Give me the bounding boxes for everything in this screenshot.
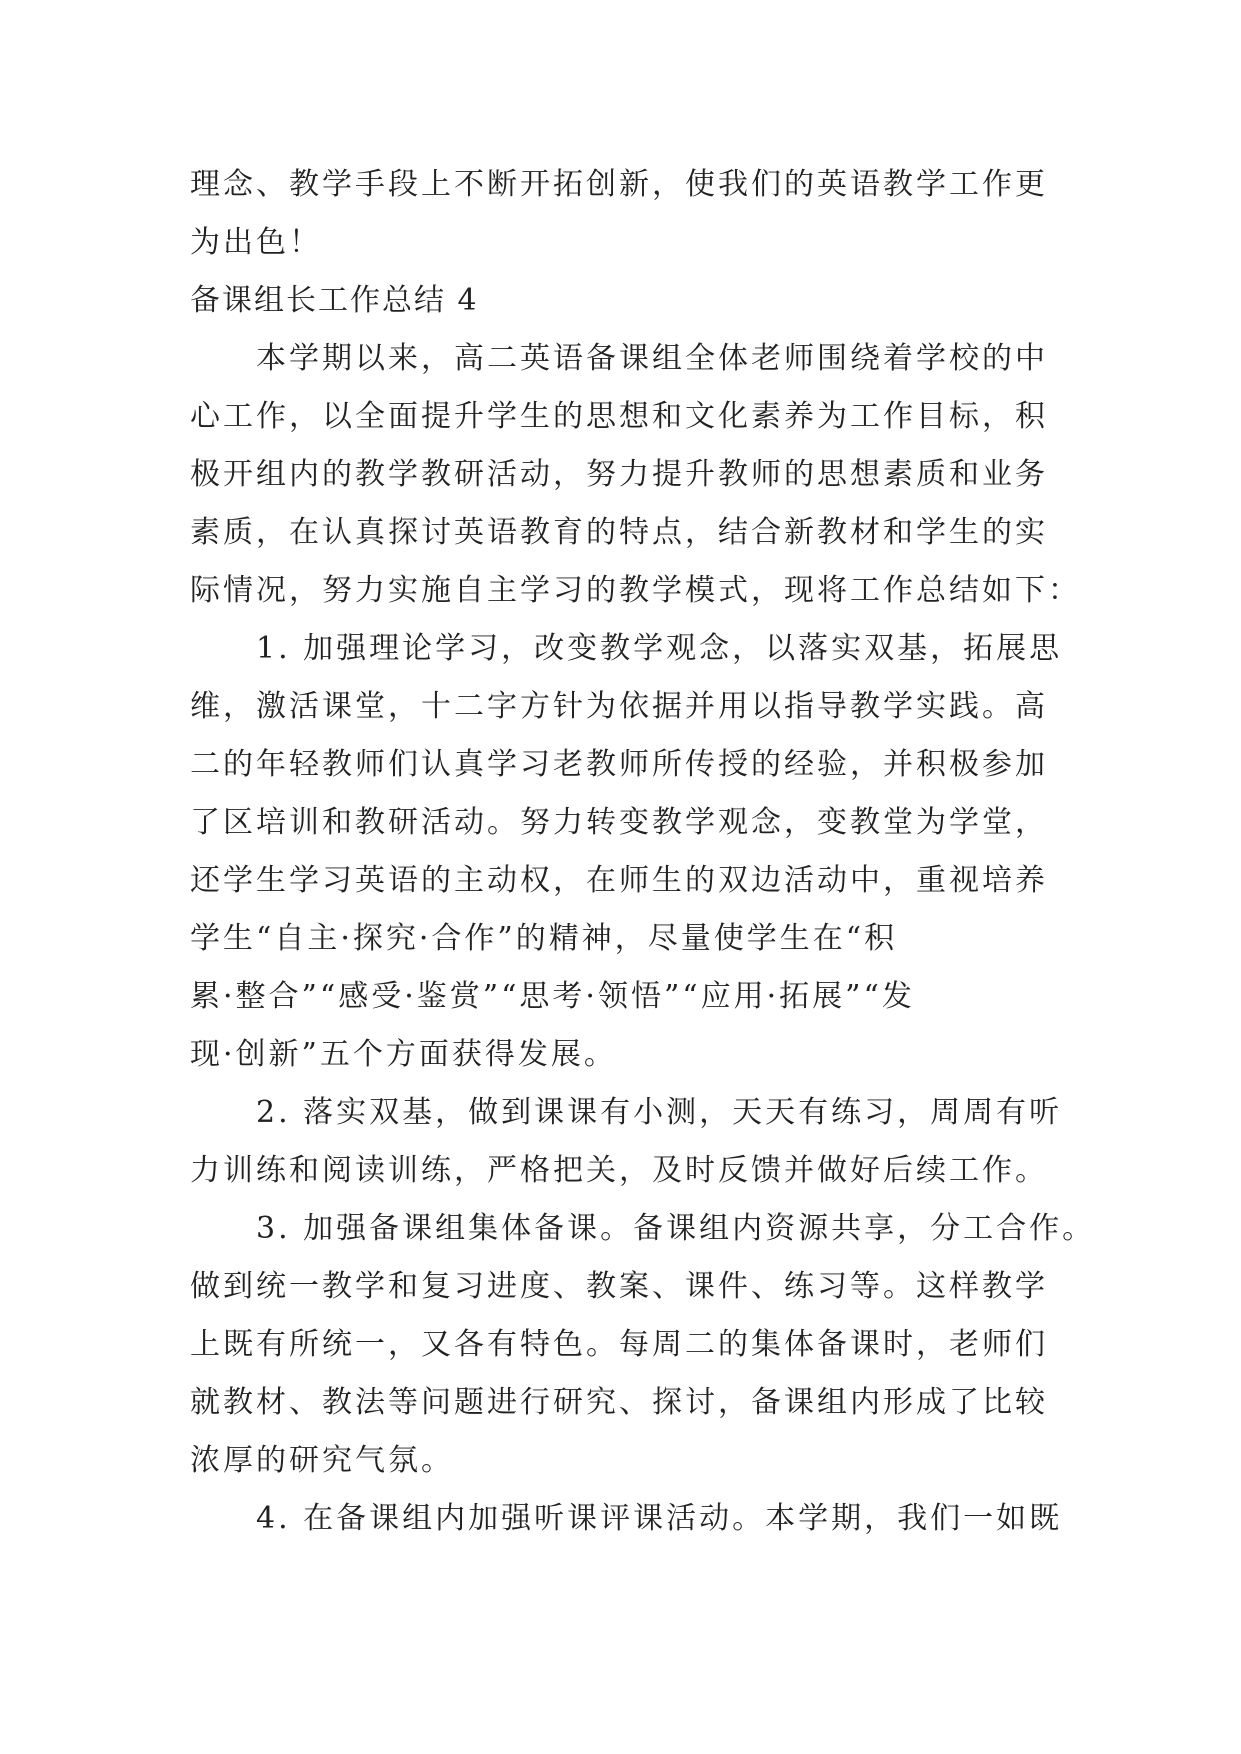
section-title: 备课组长工作总结 4 <box>190 283 479 318</box>
text-line: 现·创新”五个方面获得发展。 <box>190 1037 617 1072</box>
text-line: 还学生学习英语的主动权，在师生的双边活动中，重视培养 <box>190 863 1048 898</box>
text-line: 浓厚的研究气氛。 <box>190 1443 454 1478</box>
text-line: 素质，在认真探讨英语教育的特点，结合新教材和学生的实 <box>190 515 1048 550</box>
text-line: 际情况，努力实施自主学习的教学模式，现将工作总结如下： <box>190 573 1081 608</box>
document-body <box>190 156 1096 1548</box>
text-line: 2. 落实双基，做到课课有小测，天天有练习，周周有听 <box>256 1095 1063 1130</box>
text-line: 二的年轻教师们认真学习老教师所传授的经验，并积极参加 <box>190 747 1048 782</box>
text-line: 了区培训和教研活动。努力转变教学观念，变教堂为学堂， <box>190 805 1048 840</box>
text-line: 心工作，以全面提升学生的思想和文化素养为工作目标，积 <box>190 399 1048 434</box>
text-line: 4. 在备课组内加强听课评课活动。本学期，我们一如既 <box>256 1501 1063 1536</box>
text-line: 做到统一教学和复习进度、教案、课件、练习等。这样教学 <box>190 1269 1048 1304</box>
text-line: 1. 加强理论学习，改变教学观念，以落实双基，拓展思 <box>256 631 1063 666</box>
text-line: 理念、教学手段上不断开拓创新，使我们的英语教学工作更 <box>190 167 1048 202</box>
text-line: 本学期以来，高二英语备课组全体老师围绕着学校的中 <box>256 341 1048 376</box>
text-line: 就教材、教法等问题进行研究、探讨，备课组内形成了比较 <box>190 1385 1048 1420</box>
text-line: 上既有所统一，又各有特色。每周二的集体备课时，老师们 <box>190 1327 1048 1362</box>
text-line: 学生“自主·探究·合作”的精神，尽量使学生在“积 <box>190 921 898 956</box>
text-line: 3. 加强备课组集体备课。备课组内资源共享，分工合作。 <box>256 1211 1096 1246</box>
text-line: 力训练和阅读训练，严格把关，及时反馈并做好后续工作。 <box>190 1153 1048 1188</box>
text-line: 累·整合”“感受·鉴赏”“思考·领悟”“应用·拓展”“发 <box>190 979 915 1014</box>
text-line: 极开组内的教学教研活动，努力提升教师的思想素质和业务 <box>190 457 1048 492</box>
text-line: 为出色！ <box>190 225 322 260</box>
text-line: 维，激活课堂，十二字方针为依据并用以指导教学实践。高 <box>190 689 1048 724</box>
